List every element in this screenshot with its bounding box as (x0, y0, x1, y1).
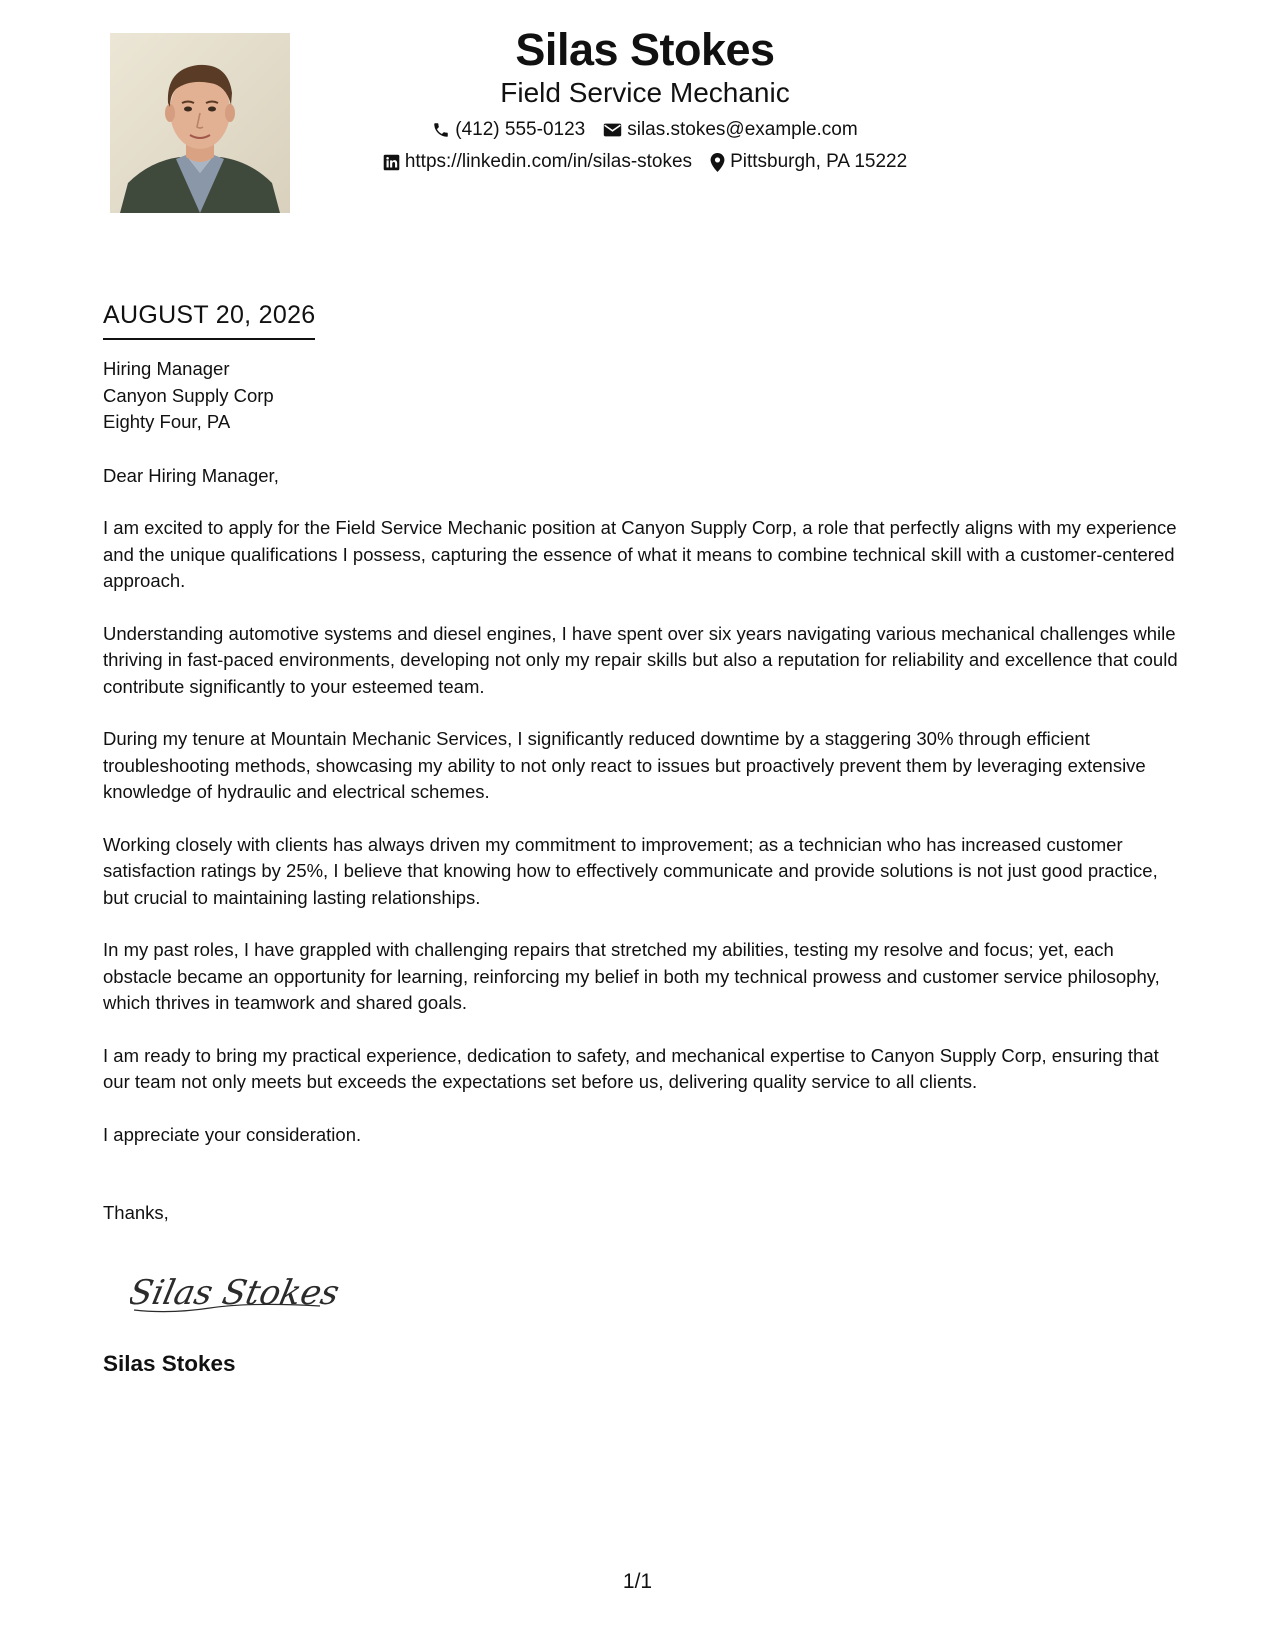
signature-image (130, 1262, 340, 1322)
contact-location (710, 146, 907, 178)
linkedin-icon (383, 154, 400, 171)
page-number: 1/1 (622, 1570, 653, 1593)
location-text: Pittsburgh, PA 15222 (730, 151, 908, 172)
letter-date: AUGUST 20, 2026 (103, 298, 315, 340)
contact-linkedin (383, 146, 692, 178)
paragraph: During my tenure at Mountain Mechanic Services, I significantly reduced downtime by a staggering 30% through efficient troubleshooting methods, showcasing my ability to not only react to issues but proactively prevent them by leveraging extensive knowledge of hydraulic and electrical schemes. (103, 728, 1146, 802)
closing: Thanks, (103, 1202, 169, 1223)
paragraph: In my past roles, I have grappled with challenging repairs that stretched my abilities, testing my resolve and focus; yet, each obstacle became an opportunity for learning, reinforcing my belief in both my technical prowess and customer service philosophy, which thrives in teamwork and shared goals. (103, 939, 1160, 1013)
contact-email (603, 114, 857, 146)
paragraph: Working closely with clients has always driven my commitment to improvement; as a technician who has increased customer satisfaction ratings by 25%, I believe that knowing how to effectively communicate and provide solutions is not just good practice, but crucial to maintaining lasting relationships. (103, 833, 1158, 908)
contact-phone (432, 114, 585, 146)
email-address: silas.stokes@example.com (627, 119, 858, 140)
profile-photo (110, 33, 290, 213)
signer-name: Silas Stokes (103, 1351, 236, 1376)
paragraph: Understanding automotive systems and diesel engines, I have spent over six years navigating various mechanical challenges while thriving in fast-paced environments, developing not only my repair skills but also a reputation for reliability and excellence that could contribute significantly to your esteemed team. (103, 622, 1178, 697)
phone-number: (412) 555-0123 (455, 119, 586, 140)
recipient-name: Hiring Manager (103, 358, 230, 379)
recipient-block (103, 356, 1178, 436)
signature-text: Silas Stokes (130, 1273, 340, 1313)
paragraph: I appreciate your consideration. (103, 1123, 362, 1145)
paragraph: I am excited to apply for the Field Service Mechanic position at Canyon Supply Corp, a role that perfectly aligns with my experience and the unique qualifications I possess, capturing the essence of what it means to combine technical skill with a customer-centered approach. (103, 517, 1177, 591)
envelope-icon (603, 122, 622, 138)
linkedin-url: https://linkedin.com/in/silas-stokes (404, 151, 693, 172)
date-block (103, 298, 315, 340)
paragraph: I am ready to bring my practical experience, dedication to safety, and mechanical expertise to Canyon Supply Corp, ensuring that our team not only meets but exceeds the expectations set before us, delivering quality service to all clients. (103, 1044, 1159, 1092)
contact-row-secondary (300, 146, 990, 178)
applicant-title: Field Service Mechanic (500, 77, 790, 108)
letter-header (300, 22, 990, 178)
salutation: Dear Hiring Manager, (103, 464, 279, 486)
applicant-name: Silas Stokes (515, 24, 775, 75)
phone-icon (432, 121, 450, 139)
letter-body (103, 356, 1178, 1227)
recipient-location: Eighty Four, PA (103, 411, 231, 432)
recipient-company: Canyon Supply Corp (103, 384, 274, 406)
contact-row-primary (300, 114, 990, 146)
map-pin-icon (710, 153, 725, 172)
